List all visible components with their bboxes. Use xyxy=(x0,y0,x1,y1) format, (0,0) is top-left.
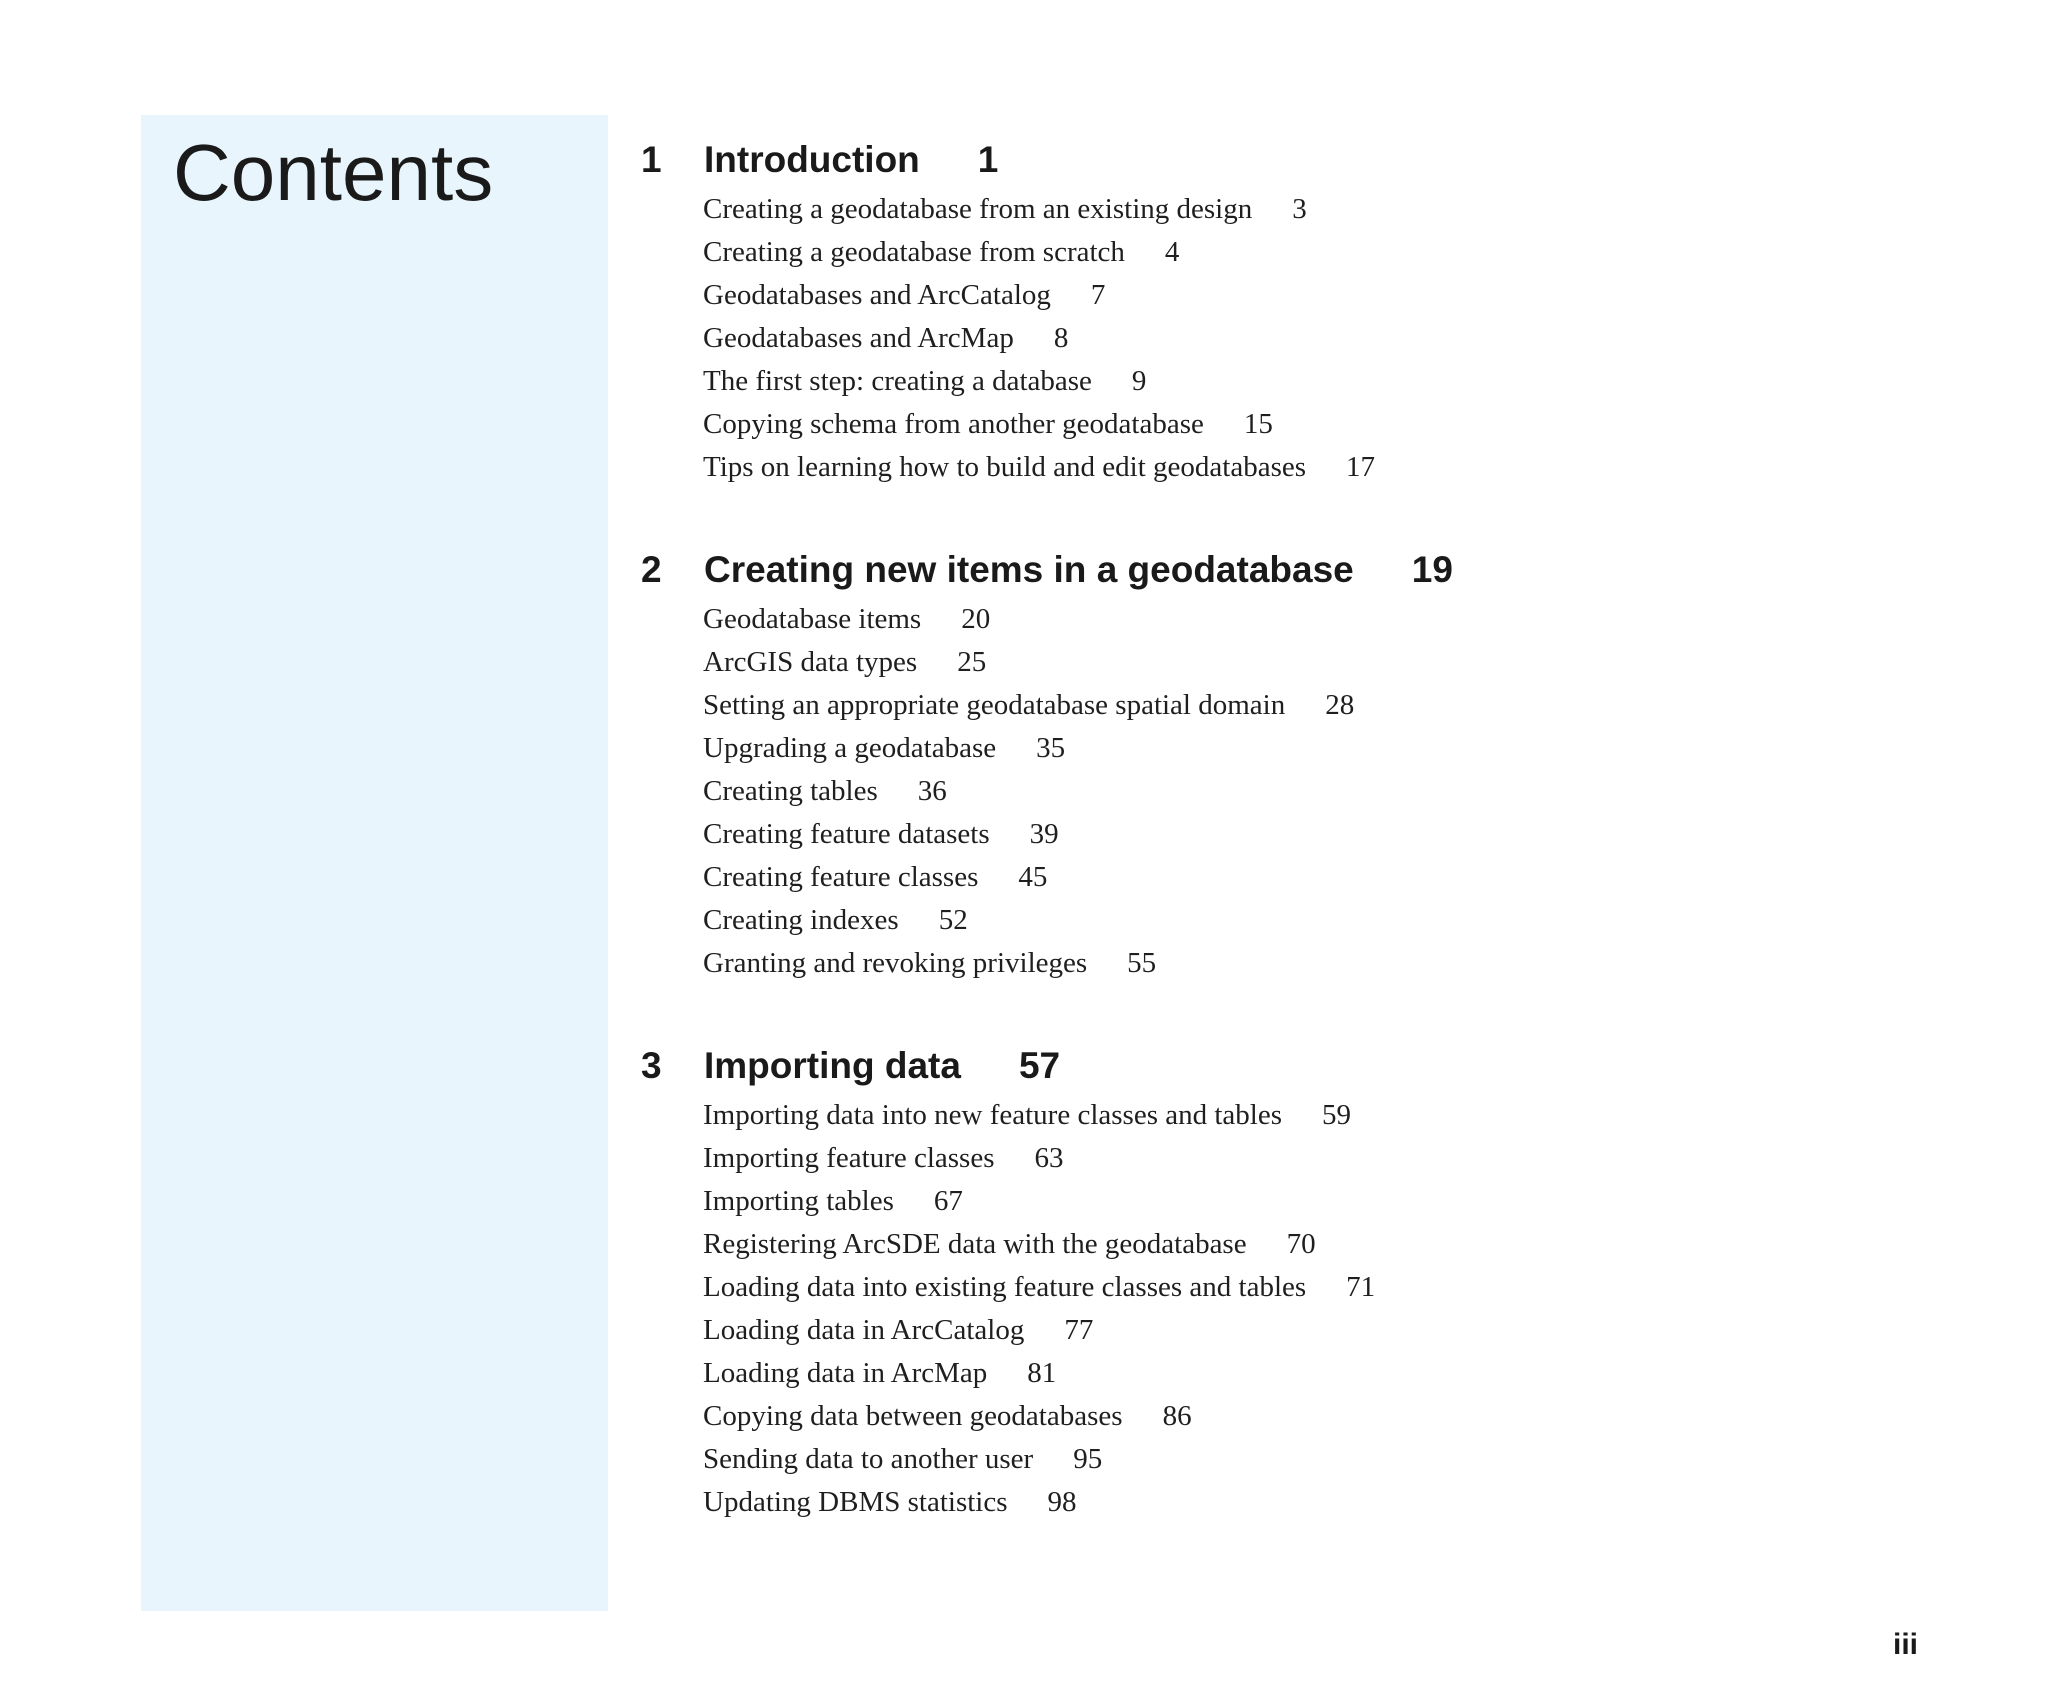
chapter-1 xyxy=(641,134,1941,489)
chapter-number: 2 xyxy=(641,549,662,590)
entry-page-number: 67 xyxy=(933,1185,963,1217)
chapter-title: Importing data xyxy=(704,1045,961,1086)
entry-title: The first step: creating a database xyxy=(703,365,1092,397)
entry-title: Creating tables xyxy=(703,775,878,807)
toc-entry[interactable] xyxy=(703,188,1941,231)
entry-page-number: 59 xyxy=(1322,1099,1351,1131)
entry-title: Registering ArcSDE data with the geodatabase xyxy=(703,1228,1247,1260)
entry-title: Loading data into existing feature classes and tables xyxy=(703,1271,1307,1303)
entry-page-number: 39 xyxy=(1029,818,1059,850)
chapter-heading[interactable] xyxy=(641,1040,1941,1092)
entry-title: Copying schema from another geodatabase xyxy=(703,408,1204,440)
toc-entry[interactable] xyxy=(703,1309,1941,1352)
chapter-number: 1 xyxy=(641,139,662,180)
entry-title: Loading data in ArcCatalog xyxy=(703,1314,1025,1346)
entry-title: Updating DBMS statistics xyxy=(703,1486,1008,1518)
entry-title: Geodatabases and ArcMap xyxy=(703,322,1014,354)
toc-entry[interactable] xyxy=(703,1395,1941,1438)
chapter-entries xyxy=(641,1094,1941,1524)
entry-page-number: 95 xyxy=(1073,1443,1103,1475)
chapter-title: Introduction xyxy=(704,139,920,180)
entry-page-number: 81 xyxy=(1027,1357,1057,1389)
entry-title: Geodatabase items xyxy=(703,603,922,635)
toc-entry[interactable] xyxy=(703,360,1941,403)
toc-entry[interactable] xyxy=(703,1137,1941,1180)
entry-title: Granting and revoking privileges xyxy=(703,947,1088,979)
toc-entry[interactable] xyxy=(703,1438,1941,1481)
entry-page-number: 25 xyxy=(957,646,987,678)
toc-entry[interactable] xyxy=(703,1180,1941,1223)
chapter-entries xyxy=(641,598,1941,985)
entry-page-number: 52 xyxy=(938,904,968,936)
entry-page-number: 3 xyxy=(1292,193,1307,225)
entry-page-number: 20 xyxy=(961,603,991,635)
chapter-title: Creating new items in a geodatabase xyxy=(704,549,1354,590)
toc-entry[interactable] xyxy=(703,274,1941,317)
toc-entry[interactable] xyxy=(703,446,1941,489)
entry-page-number: 63 xyxy=(1034,1142,1064,1174)
chapter-3 xyxy=(641,1040,1941,1524)
entry-page-number: 7 xyxy=(1090,279,1106,311)
entry-title: Upgrading a geodatabase xyxy=(703,732,997,764)
entry-page-number: 86 xyxy=(1162,1400,1192,1432)
entry-page-number: 15 xyxy=(1243,408,1273,440)
entry-title: Geodatabases and ArcCatalog xyxy=(703,279,1051,311)
entry-title: Creating a geodatabase from an existing design xyxy=(703,193,1253,225)
entry-title: Creating feature classes xyxy=(703,861,979,893)
entry-title: Loading data in ArcMap xyxy=(703,1357,988,1389)
chapter-page-number: 57 xyxy=(1018,1045,1061,1086)
entry-title: ArcGIS data types xyxy=(703,646,918,678)
entry-title: Sending data to another user xyxy=(703,1443,1034,1475)
toc-entry[interactable] xyxy=(703,899,1941,942)
entry-page-number: 98 xyxy=(1047,1486,1077,1518)
table-of-contents xyxy=(641,134,1941,1579)
entry-page-number: 36 xyxy=(917,775,947,807)
entry-title: Copying data between geodatabases xyxy=(703,1400,1123,1432)
entry-title: Creating feature datasets xyxy=(703,818,990,850)
entry-title: Importing tables xyxy=(703,1185,894,1217)
page-folio: iii xyxy=(1893,1628,1919,1661)
entry-title: Creating indexes xyxy=(703,904,899,936)
entry-title: Creating a geodatabase from scratch xyxy=(703,236,1125,268)
contents-heading: Contents xyxy=(173,128,494,217)
toc-entry[interactable] xyxy=(703,1266,1941,1309)
chapter-page-number: 1 xyxy=(977,139,999,180)
entry-title: Importing feature classes xyxy=(703,1142,995,1174)
toc-entry[interactable] xyxy=(703,856,1941,899)
chapter-entries xyxy=(641,188,1941,489)
toc-entry[interactable] xyxy=(703,770,1941,813)
entry-title: Setting an appropriate geodatabase spatial domain xyxy=(703,689,1286,721)
entry-page-number: 8 xyxy=(1053,322,1069,354)
toc-entry[interactable] xyxy=(703,598,1941,641)
toc-entry[interactable] xyxy=(703,403,1941,446)
toc-entry[interactable] xyxy=(703,317,1941,360)
entry-page-number: 77 xyxy=(1064,1314,1094,1346)
toc-entry[interactable] xyxy=(703,1481,1941,1524)
chapter-heading[interactable] xyxy=(641,134,1941,186)
entry-page-number: 55 xyxy=(1127,947,1157,979)
entry-page-number: 35 xyxy=(1036,732,1066,764)
entry-page-number: 28 xyxy=(1325,689,1355,721)
toc-entry[interactable] xyxy=(703,641,1941,684)
toc-entry[interactable] xyxy=(703,684,1941,727)
entry-page-number: 4 xyxy=(1164,236,1180,268)
contents-sidebar xyxy=(141,115,608,1611)
toc-entry[interactable] xyxy=(703,942,1941,985)
toc-entry[interactable] xyxy=(703,727,1941,770)
chapter-heading[interactable] xyxy=(641,544,1941,596)
toc-entry[interactable] xyxy=(703,813,1941,856)
entry-title: Importing data into new feature classes and tables xyxy=(703,1099,1282,1131)
chapter-number: 3 xyxy=(641,1045,662,1086)
entry-page-number: 9 xyxy=(1131,365,1147,397)
toc-entry[interactable] xyxy=(703,231,1941,274)
chapter-page-number: 19 xyxy=(1411,549,1453,590)
entry-page-number: 71 xyxy=(1346,1271,1376,1303)
toc-entry[interactable] xyxy=(703,1094,1941,1137)
toc-entry[interactable] xyxy=(703,1223,1941,1266)
entry-page-number: 45 xyxy=(1018,861,1048,893)
entry-title: Tips on learning how to build and edit geodatabases xyxy=(703,451,1307,483)
entry-page-number: 17 xyxy=(1346,451,1376,483)
chapter-2 xyxy=(641,544,1941,985)
toc-entry[interactable] xyxy=(703,1352,1941,1395)
entry-page-number: 70 xyxy=(1286,1228,1316,1260)
